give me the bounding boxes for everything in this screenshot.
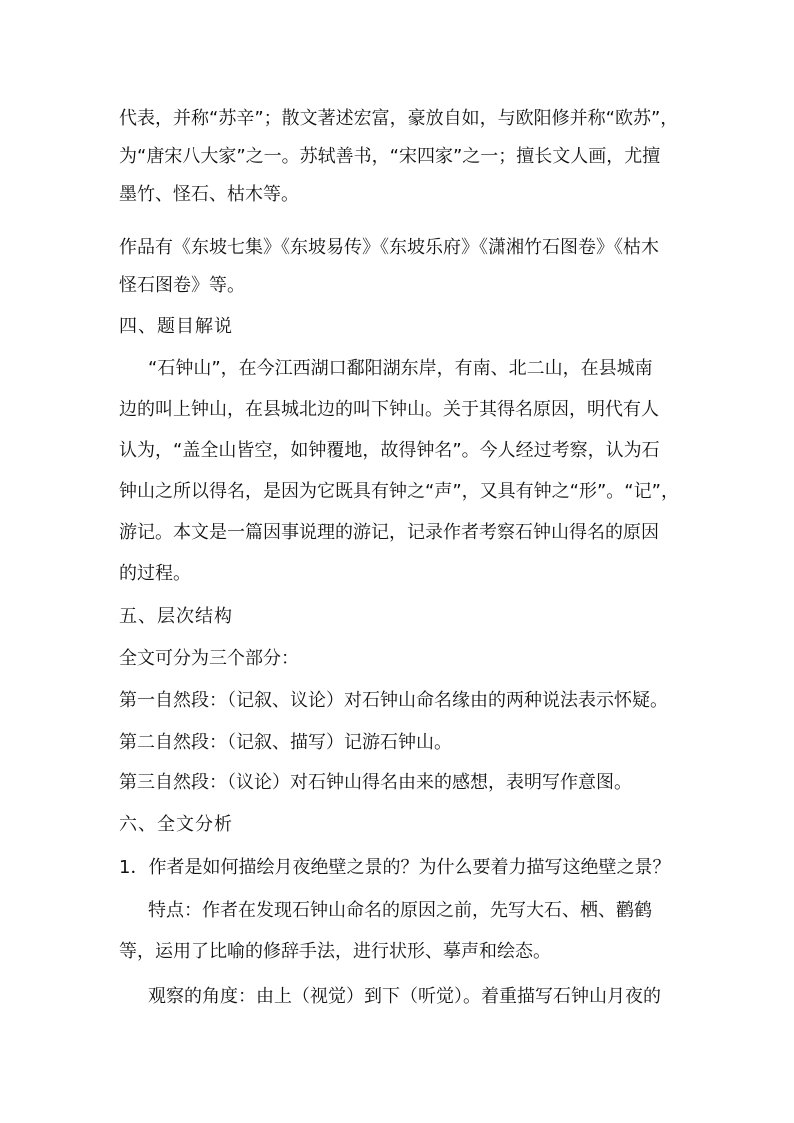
- text-line: 为“唐宋八大家”之一。苏轼善书，“宋四家”之一；擅长文人画，尤擅: [119, 146, 661, 167]
- text-line: 边的叫上钟山，在县城北边的叫下钟山。关于其得名原因，明代有人: [119, 399, 659, 420]
- text-line: 1．作者是如何描绘月夜绝壁之景的？为什么要着力描写这绝壁之景？: [119, 857, 671, 878]
- text-line: 全文可分为三个部分：: [119, 648, 299, 669]
- section-heading: 五、层次结构: [119, 606, 233, 627]
- section-heading: 四、题目解说: [119, 316, 233, 337]
- text-line: 的过程。: [119, 563, 191, 584]
- text-line: 观察的角度：由上（视觉）到下（听觉）。着重描写石钟山月夜的: [148, 986, 661, 1007]
- text-line: “石钟山”，在今江西湖口鄱阳湖东岸，有南、北二山，在县城南: [148, 358, 653, 379]
- text-line: 认为，“盖全山皆空，如钟覆地，故得钟名”。今人经过考察，认为石: [119, 440, 660, 461]
- text-line: 特点：作者在发现石钟山命名的原因之前，先写大石、栖、鹳鹤: [148, 900, 652, 921]
- text-line: 怪石图卷》等。: [119, 275, 245, 296]
- text-line: 第三自然段：（议论）对石钟山得名由来的感想，表明写作意图。: [119, 772, 632, 793]
- section-heading: 六、全文分析: [119, 814, 233, 835]
- text-line: 游记。本文是一篇因事说理的游记，记录作者考察石钟山得名的原因: [119, 522, 659, 543]
- text-line: 钟山之所以得名，是因为它既具有钟之“声”，又具有钟之“形”。“记”，: [119, 481, 679, 502]
- text-line: 第一自然段：（记叙、议论）对石钟山命名缘由的两种说法表示怀疑。: [119, 690, 668, 711]
- text-line: 代表，并称“苏辛”；散文著述宏富，豪放自如，与欧阳修并称“欧苏”，: [119, 108, 679, 129]
- text-line: 第二自然段：（记叙、描写）记游石钟山。: [119, 732, 452, 753]
- text-line: 等，运用了比喻的修辞手法，进行状形、摹声和绘态。: [119, 941, 551, 962]
- text-line: 墨竹、怪石、枯木等。: [119, 184, 299, 205]
- text-line: 作品有《东坡七集》《东坡易传》《东坡乐府》《潇湘竹石图卷》《枯木: [119, 237, 659, 258]
